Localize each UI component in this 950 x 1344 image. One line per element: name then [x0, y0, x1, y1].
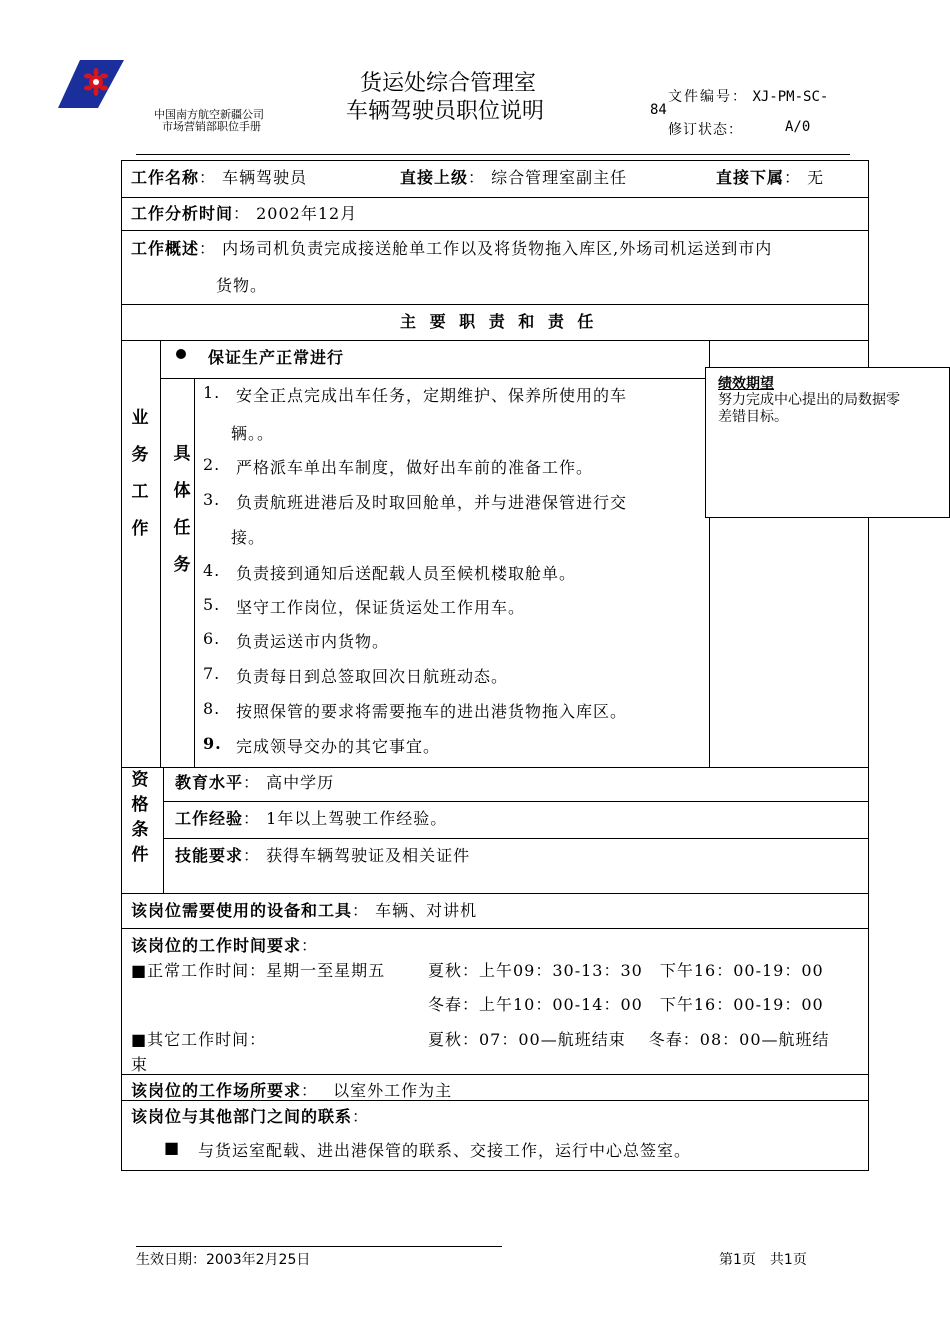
normal-work-time-label: ■正常工作时间：星期一至星期五 — [131, 961, 386, 980]
row-divider — [163, 838, 869, 839]
revision-label: 修订状态： — [668, 122, 743, 138]
row-divider — [160, 378, 709, 379]
overview-line1: 内场司机负责完成接送舱单工作以及将货物拖入库区,外场司机运送到市内 — [222, 239, 773, 258]
specific-tasks-label — [172, 436, 192, 584]
row-divider — [121, 1074, 869, 1075]
equipment-value: 车辆、对讲机 — [375, 901, 478, 920]
business-char: 作 — [131, 519, 149, 539]
col-divider — [160, 340, 161, 767]
superior-field: 直接上级： 综合管理室副主任 — [400, 168, 628, 187]
row-divider — [163, 801, 869, 802]
workplace-field: 该岗位的工作场所要求： 以室外工作为主 — [131, 1081, 453, 1100]
bullet-dot-icon — [176, 349, 186, 359]
doc-number-suffix: 84 — [650, 102, 667, 118]
skill-label: 技能要求 — [175, 846, 244, 865]
task-text: 负责接到通知后送配载人员至候机楼取舱单。 — [236, 564, 577, 583]
task-number: 7. — [203, 664, 221, 683]
footer-divider — [136, 1246, 502, 1247]
workplace-value: 以室外工作为主 — [333, 1081, 453, 1100]
task-text: 负责运送市内货物。 — [236, 632, 390, 651]
overview-field: 工作概述： 内场司机负责完成接送舱单工作以及将货物拖入库区,外场司机运送到市内 — [131, 239, 773, 258]
task-number: 3. — [203, 490, 221, 509]
job-name-value: 车辆驾驶员 — [222, 168, 308, 187]
task-number: 1. — [203, 383, 221, 402]
workplace-label: 该岗位的工作场所要求 — [131, 1081, 302, 1100]
manual-name: 市场营销部职位手册 — [162, 120, 261, 133]
task-number: 8. — [203, 699, 221, 718]
business-char: 工 — [131, 482, 149, 502]
qualification-char: 资 — [131, 770, 149, 790]
relations-value: 与货运室配载、进出港保管的联系、交接工作，运行中心总签室。 — [198, 1141, 692, 1160]
job-name-label: 工作名称 — [131, 168, 200, 187]
overview-label: 工作概述 — [131, 239, 200, 258]
other-work-time-label: ■其它工作时间： — [131, 1030, 267, 1049]
equipment-field: 该岗位需要使用的设备和工具： 车辆、对讲机 — [131, 901, 478, 920]
airline-logo — [58, 60, 124, 108]
doc-number — [668, 86, 828, 106]
company-name: 中国南方航空新疆公司 — [154, 108, 264, 121]
specific-char: 务 — [173, 555, 191, 575]
row-divider — [121, 893, 869, 894]
subordinate-field: 直接下属： 无 — [716, 168, 825, 187]
task-text: 负责航班进港后及时取回舱单，并与进港保管进行交 — [236, 493, 628, 512]
qualification-char: 件 — [131, 845, 149, 865]
specific-char: 任 — [173, 518, 191, 538]
analysis-time-value: 2002年12月 — [256, 204, 358, 223]
performance-title: 绩效期望 — [718, 376, 774, 392]
experience-value: 1年以上驾驶工作经验。 — [266, 809, 448, 828]
page-info: 第1页 共1页 — [719, 1252, 807, 1268]
row-divider — [121, 304, 869, 305]
business-char: 务 — [131, 445, 149, 465]
task-text: 严格派车单出车制度，做好出车前的准备工作。 — [236, 458, 594, 477]
specific-char: 体 — [173, 481, 191, 501]
specific-char: 具 — [173, 444, 191, 464]
performance-text-line1: 努力完成中心提出的局数据零 — [718, 392, 900, 408]
superior-label: 直接上级 — [400, 168, 469, 187]
row-divider — [121, 340, 869, 341]
education-field: 教育水平： 高中学历 — [175, 773, 335, 792]
row-divider — [121, 767, 869, 768]
other-work-time-cont: 束 — [131, 1055, 149, 1074]
work-time-label: 该岗位的工作时间要求 — [131, 936, 302, 955]
other-work-time-value: 夏秋：07：00—航班结束 冬春：08：00—航班结 — [428, 1030, 830, 1049]
business-work-label — [130, 400, 150, 548]
education-label: 教育水平 — [175, 773, 244, 792]
business-char: 业 — [131, 408, 149, 428]
skill-value: 获得车辆驾驶证及相关证件 — [266, 846, 471, 865]
analysis-time-label: 工作分析时间 — [131, 204, 234, 223]
equipment-label: 该岗位需要使用的设备和工具 — [131, 901, 353, 920]
task-number: 5. — [203, 595, 221, 614]
revision-value: A/0 — [785, 119, 811, 135]
relations-heading: 该岗位与其他部门之间的联系： — [131, 1107, 370, 1126]
performance-text-line2: 差错目标。 — [718, 409, 788, 425]
experience-field: 工作经验： 1年以上驾驶工作经验。 — [175, 809, 448, 828]
effective-date: 生效日期：2003年2月25日 — [136, 1252, 311, 1268]
task-text: 坚守工作岗位，保证货运处工作用车。 — [236, 598, 526, 617]
superior-value: 综合管理室副主任 — [491, 168, 628, 187]
qualification-char: 条 — [131, 820, 149, 840]
analysis-time-field: 工作分析时间： 2002年12月 — [131, 204, 358, 223]
task-text: 完成领导交办的其它事宜。 — [236, 737, 441, 756]
task-text-cont: 接。 — [231, 528, 266, 547]
winter-normal-time: 冬春：上午10：00-14：00 下午16：00-19：00 — [428, 995, 824, 1014]
doc-number-value: XJ-PM-SC- — [752, 89, 829, 105]
square-bullet-icon: ■ — [164, 1138, 181, 1157]
task-number: 6. — [203, 629, 221, 648]
task-text-cont: 辆。。 — [231, 424, 275, 443]
task-number: 2. — [203, 455, 221, 474]
page-title-line2: 车辆驾驶员职位说明 — [346, 99, 545, 124]
header-divider — [136, 154, 850, 155]
bullet-heading: 保证生产正常进行 — [208, 348, 345, 367]
experience-label: 工作经验 — [175, 809, 244, 828]
page-title-line1: 货运处综合管理室 — [360, 71, 537, 96]
task-number: 4. — [203, 561, 221, 580]
doc-number-label: 文件编号： — [668, 89, 748, 105]
job-name-field: 工作名称： 车辆驾驶员 — [131, 168, 308, 187]
qualifications-label — [130, 768, 150, 868]
task-text: 安全正点完成出车任务，定期维护、保养所使用的车 — [236, 386, 628, 405]
duties-section-title: 主 要 职 责 和 责 任 — [400, 312, 598, 331]
row-divider — [121, 928, 869, 929]
qualification-char: 格 — [131, 795, 149, 815]
work-time-heading: 该岗位的工作时间要求： — [131, 936, 319, 955]
subordinate-label: 直接下属 — [716, 168, 785, 187]
row-divider — [121, 230, 869, 231]
summer-normal-time: 夏秋：上午09：30-13：30 下午16：00-19：00 — [428, 961, 824, 980]
task-text: 按照保管的要求将需要拖车的进出港货物拖入库区。 — [236, 702, 628, 721]
relations-label: 该岗位与其他部门之间的联系 — [131, 1107, 353, 1126]
col-divider — [163, 767, 164, 893]
skill-field: 技能要求： 获得车辆驾驶证及相关证件 — [175, 846, 471, 865]
row-divider — [121, 1100, 869, 1101]
subordinate-value: 无 — [807, 168, 825, 187]
col-divider — [194, 378, 195, 767]
overview-line2: 货物。 — [216, 276, 268, 295]
row-divider — [121, 197, 869, 198]
education-value: 高中学历 — [266, 773, 335, 792]
task-number: 9. — [203, 734, 222, 753]
task-text: 负责每日到总签取回次日航班动态。 — [236, 667, 509, 686]
